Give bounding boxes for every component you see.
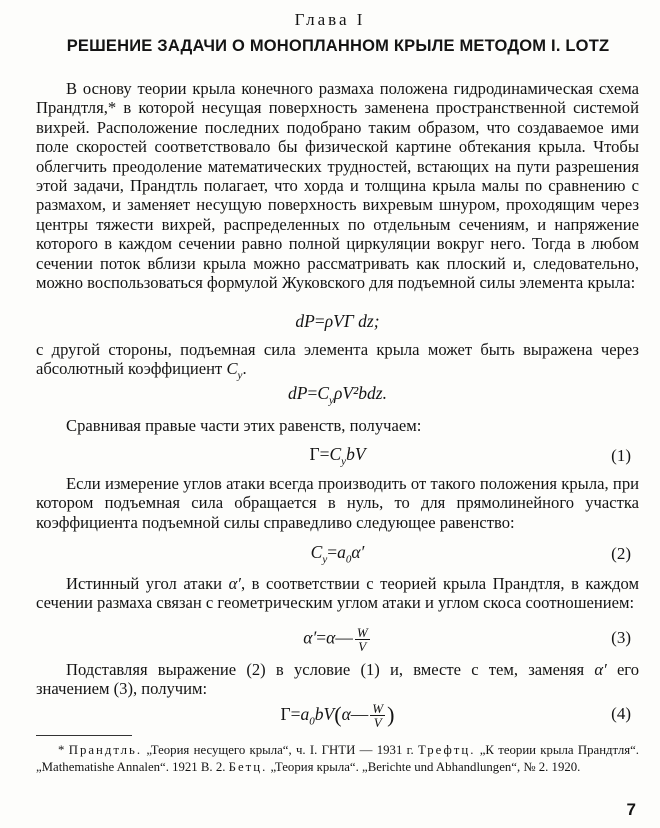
equation-number: (4) bbox=[611, 704, 631, 723]
equals-sign: = bbox=[314, 311, 325, 331]
footnote-author: Трефтц. bbox=[417, 743, 476, 757]
footnote: * Прандтль. „Теория несущего крыла“, ч. I. ГНТИ — 1931 г. Трефтц. „К теории крыла Прандтля“. „Mathematishe Annalen“. 1921 В. 2. Бетц. „Теория крыла“. „Berichte und Abhandlungen“, № 2. 1920. bbox=[36, 743, 639, 774]
formula-lhs: dP bbox=[295, 311, 315, 331]
section-title: РЕШЕНИЕ ЗАДАЧИ О МОНОПЛАННОМ КРЫЛЕ МЕТОДОМ I. LOTZ bbox=[66, 37, 610, 55]
paragraph-true-angle: Истинный угол атаки α′, в соответствии с теорией крыла Прандтля, в каждом сечении размаха связан с геометрическим углом атаки и углом скоса соотношением: bbox=[36, 574, 639, 613]
equation-number: (1) bbox=[611, 446, 631, 465]
equation-number: (2) bbox=[611, 544, 631, 563]
symbol-cy: $C_y$ bbox=[226, 359, 243, 382]
formula-2: $C_y=a_0\alpha'$ (2) bbox=[310, 542, 631, 566]
footnote-author: Бетц. bbox=[228, 760, 268, 774]
footnote-author: Прандтль. bbox=[68, 743, 143, 757]
footnote-divider bbox=[36, 735, 132, 736]
formula-zhukovsky bbox=[36, 311, 639, 337]
formula-rhs: ρVΓ dz; bbox=[324, 311, 380, 331]
paragraph-intro: В основу теории крыла конечного размаха положена гидродинамическая схема Прандтля,* в которой несущая поверхность заменена пространственной системой вихрей. Расположение последних подобрано таким образом, что создаваемое ими поле скоростей соответствовало бы физической картине обтекания крыла. Чтобы облегчить преодоление математических трудностей, встающих на пути разрешения этой задачи, Прандтль полагает, что хорда и толщина крыла малы по сравнению с размахом, и заменяет несущую поверхность вихревым шнуром, проходящим через центры тяжести вихрей, распределенных по отдельным сечениям, и напряжение которого в каждом сечении равно полной циркуляции вокруг него. Тогда в любом сечении поток вблизи крыла можно рассматривать как плоский и, следовательно, можно воспользоваться формулой Жуковского для подъемной силы элемента крыла: bbox=[36, 79, 639, 293]
paragraph-zero-lift: Если измерение углов атаки всегда производить от такого положения крыла, при котором подъемная сила обращается в нуль, то для прямолинейного участка коэффициента подъемной силы справедливо следующее равенство: bbox=[36, 474, 639, 532]
paragraph-lift-coefficient: с другой стороны, подъемная сила элемента крыла может быть выражена через абсолютный коэффициент $C_y$. bbox=[36, 340, 639, 382]
chapter-heading: Глава I bbox=[294, 10, 366, 29]
formula-1: $\Gamma=C_ybV$ (1) bbox=[309, 444, 631, 468]
fraction-w-over-v: $\frac{W}{V}$ bbox=[356, 625, 368, 654]
formula-4: $\Gamma=a_0bV(\alpha—$ $\frac{W}{V}$ ) (4) bbox=[280, 701, 631, 731]
paragraph-comparison: Сравнивая правые части этих равенств, получаем: bbox=[66, 416, 422, 435]
symbol-alpha-prime: α′ bbox=[228, 574, 241, 593]
equation-number: (3) bbox=[611, 628, 631, 647]
symbol-alpha-prime: α′ bbox=[594, 660, 607, 679]
paragraph-text: с другой стороны, подъемная сила элемента крыла может быть выражена через абсолютный коэффициент bbox=[36, 340, 639, 379]
fraction-w-over-v: $\frac{W}{V}$ bbox=[372, 701, 384, 731]
formula-3: α′=α— $\frac{W}{V}$ (3) bbox=[303, 625, 631, 654]
formula-lift-absolute: $dP=C_y\rho V^2bdz$. bbox=[288, 383, 387, 407]
page-number: 7 bbox=[626, 800, 636, 819]
paragraph-substitution: Подставляя выражение (2) в условие (1) и, вместе с тем, заменяя α′ его значением (3), получим: bbox=[36, 660, 639, 699]
